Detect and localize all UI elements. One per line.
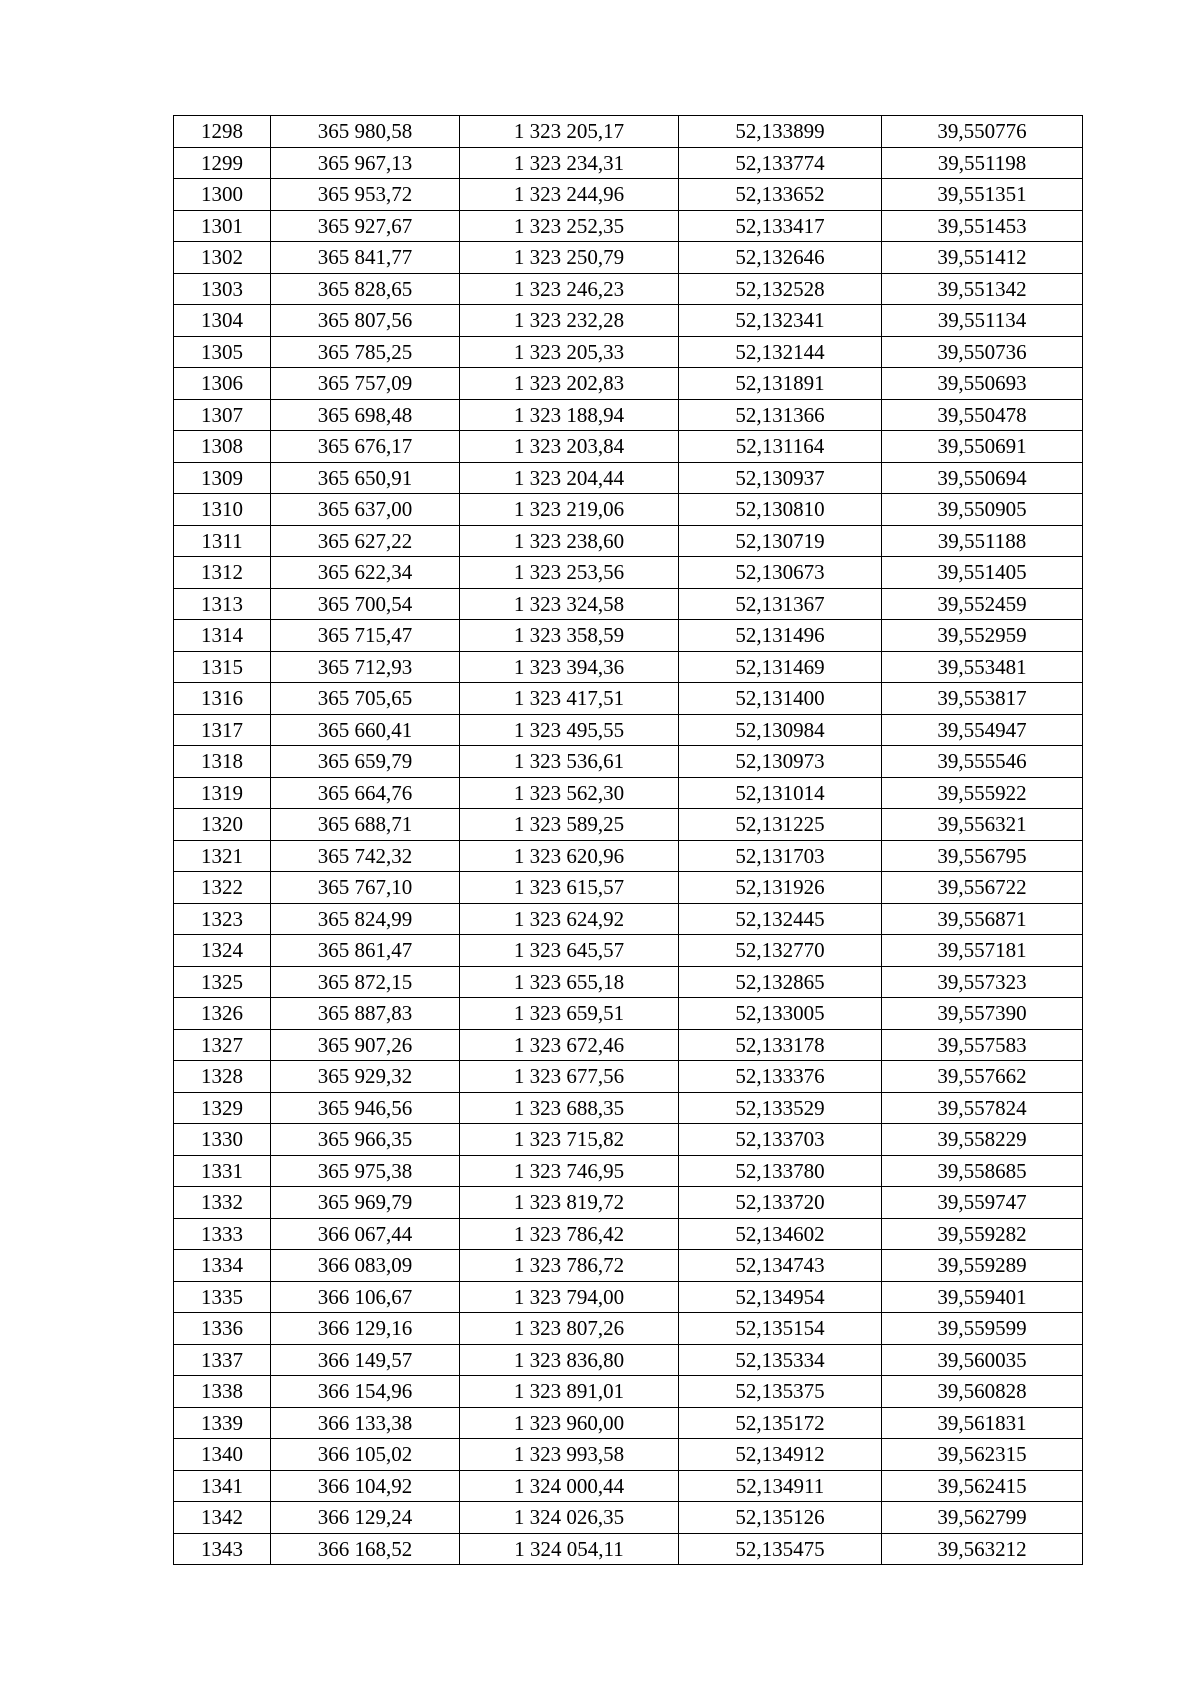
y-coordinate-cell: 1 323 417,51: [460, 683, 679, 715]
point-number-cell: 1342: [174, 1502, 271, 1534]
longitude-cell: 39,559747: [882, 1187, 1083, 1219]
latitude-cell: 52,134743: [679, 1250, 882, 1282]
y-coordinate-cell: 1 323 188,94: [460, 399, 679, 431]
longitude-cell: 39,551342: [882, 273, 1083, 305]
x-coordinate-cell: 365 967,13: [271, 147, 460, 179]
point-number-cell: 1321: [174, 840, 271, 872]
point-number-cell: 1336: [174, 1313, 271, 1345]
y-coordinate-cell: 1 323 495,55: [460, 714, 679, 746]
x-coordinate-cell: 365 698,48: [271, 399, 460, 431]
y-coordinate-cell: 1 323 620,96: [460, 840, 679, 872]
x-coordinate-cell: 365 969,79: [271, 1187, 460, 1219]
longitude-cell: 39,551405: [882, 557, 1083, 589]
y-coordinate-cell: 1 323 819,72: [460, 1187, 679, 1219]
point-number-cell: 1329: [174, 1092, 271, 1124]
y-coordinate-cell: 1 323 807,26: [460, 1313, 679, 1345]
longitude-cell: 39,555922: [882, 777, 1083, 809]
x-coordinate-cell: 365 650,91: [271, 462, 460, 494]
point-number-cell: 1338: [174, 1376, 271, 1408]
latitude-cell: 52,132445: [679, 903, 882, 935]
longitude-cell: 39,550691: [882, 431, 1083, 463]
latitude-cell: 52,131164: [679, 431, 882, 463]
latitude-cell: 52,133417: [679, 210, 882, 242]
latitude-cell: 52,130719: [679, 525, 882, 557]
latitude-cell: 52,133178: [679, 1029, 882, 1061]
table-row: [174, 210, 1083, 242]
latitude-cell: 52,130973: [679, 746, 882, 778]
table-row: [174, 1281, 1083, 1313]
longitude-cell: 39,551188: [882, 525, 1083, 557]
table-row: [174, 368, 1083, 400]
latitude-cell: 52,132865: [679, 966, 882, 998]
table-row: [174, 525, 1083, 557]
x-coordinate-cell: 365 824,99: [271, 903, 460, 935]
latitude-cell: 52,130984: [679, 714, 882, 746]
table-row: [174, 1376, 1083, 1408]
table-row: [174, 1313, 1083, 1345]
point-number-cell: 1315: [174, 651, 271, 683]
point-number-cell: 1307: [174, 399, 271, 431]
y-coordinate-cell: 1 323 205,17: [460, 116, 679, 148]
latitude-cell: 52,132646: [679, 242, 882, 274]
y-coordinate-cell: 1 323 672,46: [460, 1029, 679, 1061]
longitude-cell: 39,555546: [882, 746, 1083, 778]
y-coordinate-cell: 1 323 324,58: [460, 588, 679, 620]
y-coordinate-cell: 1 323 202,83: [460, 368, 679, 400]
x-coordinate-cell: 365 807,56: [271, 305, 460, 337]
longitude-cell: 39,556871: [882, 903, 1083, 935]
point-number-cell: 1312: [174, 557, 271, 589]
latitude-cell: 52,133703: [679, 1124, 882, 1156]
longitude-cell: 39,551351: [882, 179, 1083, 211]
table-row: [174, 903, 1083, 935]
x-coordinate-cell: 365 664,76: [271, 777, 460, 809]
y-coordinate-cell: 1 323 204,44: [460, 462, 679, 494]
latitude-cell: 52,133652: [679, 179, 882, 211]
point-number-cell: 1308: [174, 431, 271, 463]
x-coordinate-cell: 365 712,93: [271, 651, 460, 683]
longitude-cell: 39,550693: [882, 368, 1083, 400]
y-coordinate-cell: 1 324 054,11: [460, 1533, 679, 1565]
x-coordinate-cell: 365 705,65: [271, 683, 460, 715]
longitude-cell: 39,557390: [882, 998, 1083, 1030]
table-row: [174, 998, 1083, 1030]
x-coordinate-cell: 366 149,57: [271, 1344, 460, 1376]
longitude-cell: 39,563212: [882, 1533, 1083, 1565]
latitude-cell: 52,132528: [679, 273, 882, 305]
x-coordinate-cell: 366 133,38: [271, 1407, 460, 1439]
longitude-cell: 39,558685: [882, 1155, 1083, 1187]
point-number-cell: 1328: [174, 1061, 271, 1093]
y-coordinate-cell: 1 323 746,95: [460, 1155, 679, 1187]
longitude-cell: 39,553817: [882, 683, 1083, 715]
x-coordinate-cell: 366 105,02: [271, 1439, 460, 1471]
longitude-cell: 39,557583: [882, 1029, 1083, 1061]
x-coordinate-cell: 365 715,47: [271, 620, 460, 652]
longitude-cell: 39,554947: [882, 714, 1083, 746]
x-coordinate-cell: 365 872,15: [271, 966, 460, 998]
point-number-cell: 1298: [174, 116, 271, 148]
point-number-cell: 1309: [174, 462, 271, 494]
point-number-cell: 1316: [174, 683, 271, 715]
y-coordinate-cell: 1 324 000,44: [460, 1470, 679, 1502]
y-coordinate-cell: 1 323 786,72: [460, 1250, 679, 1282]
latitude-cell: 52,132770: [679, 935, 882, 967]
latitude-cell: 52,131496: [679, 620, 882, 652]
y-coordinate-cell: 1 323 244,96: [460, 179, 679, 211]
latitude-cell: 52,133005: [679, 998, 882, 1030]
x-coordinate-cell: 365 841,77: [271, 242, 460, 274]
table-row: [174, 557, 1083, 589]
latitude-cell: 52,131225: [679, 809, 882, 841]
point-number-cell: 1314: [174, 620, 271, 652]
x-coordinate-cell: 366 067,44: [271, 1218, 460, 1250]
table-row: [174, 620, 1083, 652]
x-coordinate-cell: 365 907,26: [271, 1029, 460, 1061]
table-row: [174, 872, 1083, 904]
point-number-cell: 1341: [174, 1470, 271, 1502]
table-row: [174, 494, 1083, 526]
point-number-cell: 1330: [174, 1124, 271, 1156]
table-row: [174, 305, 1083, 337]
table-row: [174, 431, 1083, 463]
latitude-cell: 52,131014: [679, 777, 882, 809]
latitude-cell: 52,133780: [679, 1155, 882, 1187]
table-row: [174, 116, 1083, 148]
table-row: [174, 273, 1083, 305]
x-coordinate-cell: 365 627,22: [271, 525, 460, 557]
point-number-cell: 1318: [174, 746, 271, 778]
y-coordinate-cell: 1 323 238,60: [460, 525, 679, 557]
latitude-cell: 52,135154: [679, 1313, 882, 1345]
x-coordinate-cell: 365 966,35: [271, 1124, 460, 1156]
y-coordinate-cell: 1 323 205,33: [460, 336, 679, 368]
table-row: [174, 840, 1083, 872]
latitude-cell: 52,133899: [679, 116, 882, 148]
latitude-cell: 52,133529: [679, 1092, 882, 1124]
table-row: [174, 242, 1083, 274]
longitude-cell: 39,552959: [882, 620, 1083, 652]
table-row: [174, 1155, 1083, 1187]
table-row: [174, 651, 1083, 683]
x-coordinate-cell: 366 129,24: [271, 1502, 460, 1534]
x-coordinate-cell: 365 742,32: [271, 840, 460, 872]
x-coordinate-cell: 366 168,52: [271, 1533, 460, 1565]
x-coordinate-cell: 365 637,00: [271, 494, 460, 526]
point-number-cell: 1327: [174, 1029, 271, 1061]
longitude-cell: 39,550694: [882, 462, 1083, 494]
longitude-cell: 39,550905: [882, 494, 1083, 526]
x-coordinate-cell: 366 129,16: [271, 1313, 460, 1345]
x-coordinate-cell: 366 106,67: [271, 1281, 460, 1313]
table-row: [174, 462, 1083, 494]
x-coordinate-cell: 365 676,17: [271, 431, 460, 463]
longitude-cell: 39,551134: [882, 305, 1083, 337]
latitude-cell: 52,131469: [679, 651, 882, 683]
y-coordinate-cell: 1 323 645,57: [460, 935, 679, 967]
point-number-cell: 1301: [174, 210, 271, 242]
longitude-cell: 39,559282: [882, 1218, 1083, 1250]
table-row: [174, 777, 1083, 809]
y-coordinate-cell: 1 323 677,56: [460, 1061, 679, 1093]
latitude-cell: 52,131703: [679, 840, 882, 872]
x-coordinate-cell: 365 980,58: [271, 116, 460, 148]
longitude-cell: 39,556321: [882, 809, 1083, 841]
longitude-cell: 39,558229: [882, 1124, 1083, 1156]
table-row: [174, 1029, 1083, 1061]
table-row: [174, 1470, 1083, 1502]
longitude-cell: 39,559599: [882, 1313, 1083, 1345]
y-coordinate-cell: 1 323 624,92: [460, 903, 679, 935]
longitude-cell: 39,562415: [882, 1470, 1083, 1502]
point-number-cell: 1337: [174, 1344, 271, 1376]
longitude-cell: 39,560035: [882, 1344, 1083, 1376]
y-coordinate-cell: 1 324 026,35: [460, 1502, 679, 1534]
table-row: [174, 1344, 1083, 1376]
longitude-cell: 39,559401: [882, 1281, 1083, 1313]
x-coordinate-cell: 365 757,09: [271, 368, 460, 400]
y-coordinate-cell: 1 323 836,80: [460, 1344, 679, 1376]
x-coordinate-cell: 365 622,34: [271, 557, 460, 589]
point-number-cell: 1339: [174, 1407, 271, 1439]
latitude-cell: 52,133376: [679, 1061, 882, 1093]
longitude-cell: 39,559289: [882, 1250, 1083, 1282]
x-coordinate-cell: 365 946,56: [271, 1092, 460, 1124]
point-number-cell: 1331: [174, 1155, 271, 1187]
latitude-cell: 52,130937: [679, 462, 882, 494]
x-coordinate-cell: 365 688,71: [271, 809, 460, 841]
table-row: [174, 683, 1083, 715]
point-number-cell: 1335: [174, 1281, 271, 1313]
x-coordinate-cell: 365 929,32: [271, 1061, 460, 1093]
table-row: [174, 935, 1083, 967]
longitude-cell: 39,562315: [882, 1439, 1083, 1471]
point-number-cell: 1304: [174, 305, 271, 337]
y-coordinate-cell: 1 323 659,51: [460, 998, 679, 1030]
x-coordinate-cell: 365 861,47: [271, 935, 460, 967]
latitude-cell: 52,135475: [679, 1533, 882, 1565]
point-number-cell: 1317: [174, 714, 271, 746]
latitude-cell: 52,134912: [679, 1439, 882, 1471]
longitude-cell: 39,550478: [882, 399, 1083, 431]
point-number-cell: 1319: [174, 777, 271, 809]
latitude-cell: 52,131891: [679, 368, 882, 400]
point-number-cell: 1300: [174, 179, 271, 211]
y-coordinate-cell: 1 323 358,59: [460, 620, 679, 652]
longitude-cell: 39,562799: [882, 1502, 1083, 1534]
point-number-cell: 1324: [174, 935, 271, 967]
longitude-cell: 39,553481: [882, 651, 1083, 683]
point-number-cell: 1303: [174, 273, 271, 305]
table-row: [174, 1502, 1083, 1534]
y-coordinate-cell: 1 323 562,30: [460, 777, 679, 809]
table-row: [174, 1061, 1083, 1093]
table-row: [174, 966, 1083, 998]
point-number-cell: 1326: [174, 998, 271, 1030]
x-coordinate-cell: 365 975,38: [271, 1155, 460, 1187]
table-row: [174, 809, 1083, 841]
point-number-cell: 1320: [174, 809, 271, 841]
latitude-cell: 52,135172: [679, 1407, 882, 1439]
table-row: [174, 1407, 1083, 1439]
y-coordinate-cell: 1 323 891,01: [460, 1376, 679, 1408]
y-coordinate-cell: 1 323 253,56: [460, 557, 679, 589]
y-coordinate-cell: 1 323 715,82: [460, 1124, 679, 1156]
longitude-cell: 39,557662: [882, 1061, 1083, 1093]
point-number-cell: 1302: [174, 242, 271, 274]
y-coordinate-cell: 1 323 203,84: [460, 431, 679, 463]
y-coordinate-cell: 1 323 536,61: [460, 746, 679, 778]
x-coordinate-cell: 365 660,41: [271, 714, 460, 746]
point-number-cell: 1343: [174, 1533, 271, 1565]
y-coordinate-cell: 1 323 794,00: [460, 1281, 679, 1313]
x-coordinate-cell: 366 104,92: [271, 1470, 460, 1502]
longitude-cell: 39,557181: [882, 935, 1083, 967]
point-number-cell: 1310: [174, 494, 271, 526]
x-coordinate-cell: 365 700,54: [271, 588, 460, 620]
latitude-cell: 52,134954: [679, 1281, 882, 1313]
longitude-cell: 39,560828: [882, 1376, 1083, 1408]
point-number-cell: 1305: [174, 336, 271, 368]
point-number-cell: 1322: [174, 872, 271, 904]
latitude-cell: 52,134911: [679, 1470, 882, 1502]
y-coordinate-cell: 1 323 960,00: [460, 1407, 679, 1439]
y-coordinate-cell: 1 323 589,25: [460, 809, 679, 841]
latitude-cell: 52,135334: [679, 1344, 882, 1376]
table-row: [174, 336, 1083, 368]
table-row: [174, 1187, 1083, 1219]
latitude-cell: 52,131367: [679, 588, 882, 620]
table-row: [174, 147, 1083, 179]
longitude-cell: 39,551198: [882, 147, 1083, 179]
x-coordinate-cell: 365 785,25: [271, 336, 460, 368]
longitude-cell: 39,550736: [882, 336, 1083, 368]
y-coordinate-cell: 1 323 394,36: [460, 651, 679, 683]
table-row: [174, 399, 1083, 431]
latitude-cell: 52,131366: [679, 399, 882, 431]
latitude-cell: 52,131400: [679, 683, 882, 715]
point-number-cell: 1333: [174, 1218, 271, 1250]
table-row: [174, 746, 1083, 778]
x-coordinate-cell: 365 953,72: [271, 179, 460, 211]
point-number-cell: 1325: [174, 966, 271, 998]
latitude-cell: 52,130673: [679, 557, 882, 589]
x-coordinate-cell: 365 767,10: [271, 872, 460, 904]
y-coordinate-cell: 1 323 219,06: [460, 494, 679, 526]
table-row: [174, 179, 1083, 211]
point-number-cell: 1311: [174, 525, 271, 557]
latitude-cell: 52,135126: [679, 1502, 882, 1534]
y-coordinate-cell: 1 323 246,23: [460, 273, 679, 305]
latitude-cell: 52,130810: [679, 494, 882, 526]
latitude-cell: 52,134602: [679, 1218, 882, 1250]
table-row: [174, 1124, 1083, 1156]
point-number-cell: 1340: [174, 1439, 271, 1471]
x-coordinate-cell: 366 154,96: [271, 1376, 460, 1408]
table-row: [174, 1533, 1083, 1565]
x-coordinate-cell: 365 927,67: [271, 210, 460, 242]
y-coordinate-cell: 1 323 234,31: [460, 147, 679, 179]
table-row: [174, 1092, 1083, 1124]
latitude-cell: 52,135375: [679, 1376, 882, 1408]
latitude-cell: 52,133774: [679, 147, 882, 179]
x-coordinate-cell: 365 828,65: [271, 273, 460, 305]
point-number-cell: 1299: [174, 147, 271, 179]
y-coordinate-cell: 1 323 252,35: [460, 210, 679, 242]
point-number-cell: 1334: [174, 1250, 271, 1282]
longitude-cell: 39,556795: [882, 840, 1083, 872]
table-row: [174, 714, 1083, 746]
latitude-cell: 52,132341: [679, 305, 882, 337]
longitude-cell: 39,561831: [882, 1407, 1083, 1439]
x-coordinate-cell: 366 083,09: [271, 1250, 460, 1282]
longitude-cell: 39,552459: [882, 588, 1083, 620]
x-coordinate-cell: 365 887,83: [271, 998, 460, 1030]
y-coordinate-cell: 1 323 655,18: [460, 966, 679, 998]
y-coordinate-cell: 1 323 250,79: [460, 242, 679, 274]
table-row: [174, 1218, 1083, 1250]
table-row: [174, 1439, 1083, 1471]
x-coordinate-cell: 365 659,79: [271, 746, 460, 778]
y-coordinate-cell: 1 323 786,42: [460, 1218, 679, 1250]
latitude-cell: 52,131926: [679, 872, 882, 904]
coordinates-table-body: [174, 116, 1083, 1565]
longitude-cell: 39,550776: [882, 116, 1083, 148]
y-coordinate-cell: 1 323 993,58: [460, 1439, 679, 1471]
point-number-cell: 1332: [174, 1187, 271, 1219]
coordinates-table: [173, 115, 1083, 1565]
table-row: [174, 588, 1083, 620]
point-number-cell: 1313: [174, 588, 271, 620]
point-number-cell: 1323: [174, 903, 271, 935]
y-coordinate-cell: 1 323 688,35: [460, 1092, 679, 1124]
longitude-cell: 39,557824: [882, 1092, 1083, 1124]
longitude-cell: 39,551412: [882, 242, 1083, 274]
y-coordinate-cell: 1 323 615,57: [460, 872, 679, 904]
latitude-cell: 52,132144: [679, 336, 882, 368]
latitude-cell: 52,133720: [679, 1187, 882, 1219]
y-coordinate-cell: 1 323 232,28: [460, 305, 679, 337]
longitude-cell: 39,557323: [882, 966, 1083, 998]
point-number-cell: 1306: [174, 368, 271, 400]
table-row: [174, 1250, 1083, 1282]
longitude-cell: 39,551453: [882, 210, 1083, 242]
longitude-cell: 39,556722: [882, 872, 1083, 904]
